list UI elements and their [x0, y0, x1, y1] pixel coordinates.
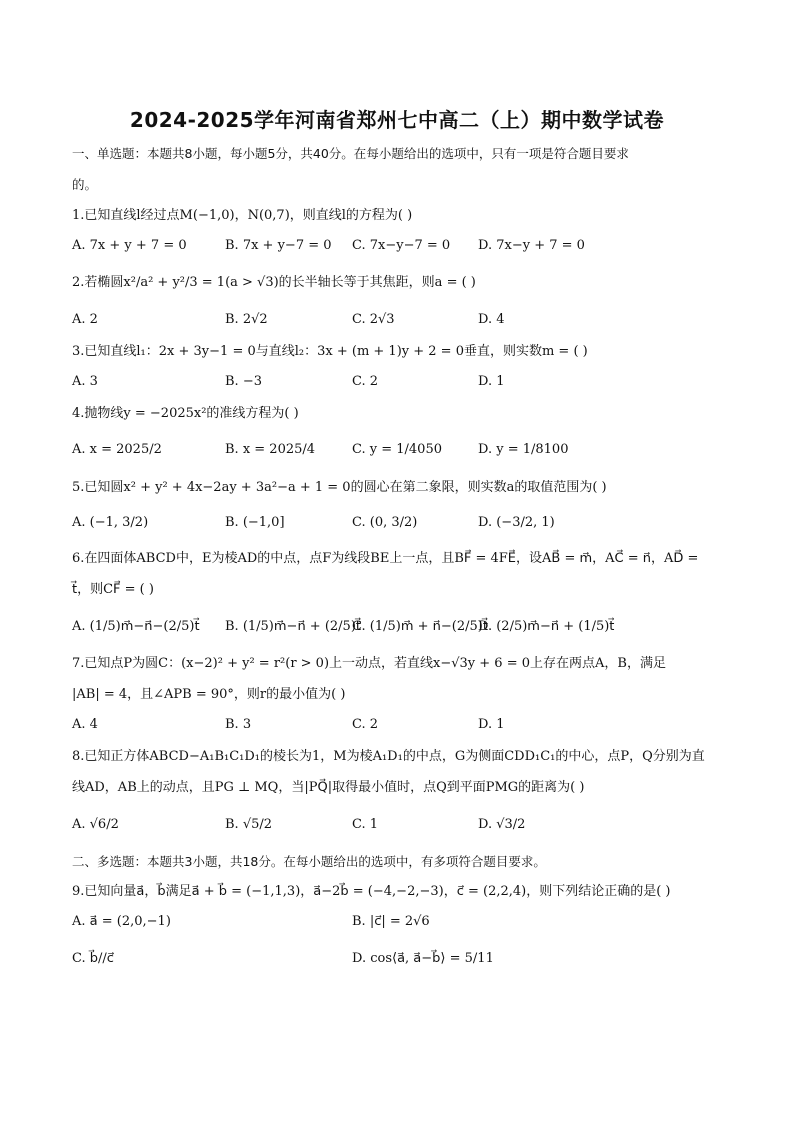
question-4-stem: 4.抛物线y = −2025x²的准线方程为( )	[72, 406, 299, 421]
question-2-stem: 2.若椭圆x²/a² + y²/3 = 1(a > √3)的长半轴长等于其焦距，则a = ( )	[72, 275, 476, 290]
question-1-option-d[interactable]: D. 7x−y + 7 = 0	[478, 238, 585, 253]
question-6-option-c[interactable]: C. (1/5)m⃗ + n⃗−(2/5)t⃗	[352, 619, 488, 634]
question-7-option-c[interactable]: C. 2	[352, 717, 379, 732]
section1-heading-cont: 的。	[72, 177, 98, 192]
question-3-option-b[interactable]: B. −3	[225, 374, 262, 389]
question-4-option-a[interactable]: A. x = 2025/2	[72, 442, 162, 457]
question-5-option-a[interactable]: A. (−1, 3/2)	[72, 515, 149, 530]
question-7-option-a[interactable]: A. 4	[72, 717, 98, 732]
question-2-option-b[interactable]: B. 2√2	[225, 312, 268, 327]
question-7-option-b[interactable]: B. 3	[225, 717, 252, 732]
question-2-option-c[interactable]: C. 2√3	[352, 312, 395, 327]
question-5-stem: 5.已知圆x² + y² + 4x−2ay + 3a²−a + 1 = 0的圆心在第二象限，则实数a的取值范围为( )	[72, 480, 607, 495]
question-8-options	[72, 817, 724, 837]
question-6-option-b[interactable]: B. (1/5)m⃗−n⃗ + (2/5)t⃗	[225, 619, 361, 634]
question-1-option-b[interactable]: B. 7x + y−7 = 0	[225, 238, 332, 253]
question-9-options-row1	[72, 914, 724, 934]
question-4-option-b[interactable]: B. x = 2025/4	[225, 442, 316, 457]
question-8-option-c[interactable]: C. 1	[352, 817, 379, 832]
question-6-options	[72, 619, 724, 639]
question-9-option-d[interactable]: D. cos⟨a⃗, a⃗−b⃗⟩ = 5/11	[352, 951, 494, 966]
question-2-option-d[interactable]: D. 4	[478, 312, 505, 327]
question-5-option-c[interactable]: C. (0, 3/2)	[352, 515, 418, 530]
question-9-option-a[interactable]: A. a⃗ = (2,0,−1)	[72, 914, 171, 929]
question-1-options	[72, 238, 724, 258]
question-1-stem: 1.已知直线l经过点M(−1,0)，N(0,7)，则直线l的方程为( )	[72, 208, 413, 223]
question-5-options	[72, 515, 724, 535]
question-7-options	[72, 717, 724, 737]
question-9-options-row2	[72, 951, 724, 971]
question-9-option-b[interactable]: B. |c⃗| = 2√6	[352, 914, 430, 929]
question-3-option-c[interactable]: C. 2	[352, 374, 379, 389]
question-9-stem: 9.已知向量a⃗，b⃗满足a⃗ + b⃗ = (−1,1,3)，a⃗−2b⃗ = (−4,−2,−3)，c⃗ = (2,2,4)，则下列结论正确的是( )	[72, 884, 671, 899]
question-8-stem: 8.已知正方体ABCD−A₁B₁C₁D₁的棱长为1，M为棱A₁D₁的中点，G为侧面CDD₁C₁的中心，点P，Q分别为直	[72, 749, 705, 764]
question-3-option-a[interactable]: A. 3	[72, 374, 98, 389]
section1-heading: 一、单选题：本题共8小题，每小题5分，共40分。在每小题给出的选项中，只有一项是符合题目要求	[72, 146, 629, 161]
question-4-option-d[interactable]: D. y = 1/8100	[478, 442, 569, 457]
question-6-option-a[interactable]: A. (1/5)m⃗−n⃗−(2/5)t⃗	[72, 619, 200, 634]
question-1-option-c[interactable]: C. 7x−y−7 = 0	[352, 238, 451, 253]
question-4-option-c[interactable]: C. y = 1/4050	[352, 442, 442, 457]
question-3-option-d[interactable]: D. 1	[478, 374, 505, 389]
question-8-option-a[interactable]: A. √6/2	[72, 817, 119, 832]
question-7-stem-cont: |AB| = 4，且∠APB = 90°，则r的最小值为( )	[72, 687, 346, 702]
question-8-option-d[interactable]: D. √3/2	[478, 817, 526, 832]
page-title: 2024-2025学年河南省郑州七中高二（上）期中数学试卷	[129, 108, 665, 132]
question-4-options	[72, 442, 724, 462]
question-2-option-a[interactable]: A. 2	[72, 312, 98, 327]
question-2-options	[72, 312, 724, 332]
question-7-stem: 7.已知点P为圆C：(x−2)² + y² = r²(r > 0)上一动点，若直线x−√3y + 6 = 0上存在两点A，B，满足	[72, 656, 666, 671]
question-7-option-d[interactable]: D. 1	[478, 717, 505, 732]
question-9-option-c[interactable]: C. b⃗//c⃗	[72, 951, 114, 966]
section2-heading: 二、多选题：本题共3小题，共18分。在每小题给出的选项中，有多项符合题目要求。	[72, 854, 546, 869]
question-8-option-b[interactable]: B. √5/2	[225, 817, 273, 832]
question-6-option-d[interactable]: D. (2/5)m⃗−n⃗ + (1/5)t⃗	[478, 619, 615, 634]
question-6-stem: 6.在四面体ABCD中，E为棱AD的中点，点F为线段BE上一点，且BF⃗ = 4FE⃗，设AB⃗ = m⃗，AC⃗ = n⃗，AD⃗ =	[72, 551, 699, 566]
question-1-option-a[interactable]: A. 7x + y + 7 = 0	[72, 238, 187, 253]
question-3-stem: 3.已知直线l₁：2x + 3y−1 = 0与直线l₂：3x + (m + 1)y + 2 = 0垂直，则实数m = ( )	[72, 344, 588, 359]
question-8-stem-cont: 线AD，AB上的动点，且PG ⊥ MQ，当|PQ⃗|取得最小值时，点Q到平面PMG的距离为( )	[72, 780, 585, 795]
question-5-option-d[interactable]: D. (−3/2, 1)	[478, 515, 555, 530]
question-3-options	[72, 374, 724, 394]
question-6-stem-cont: t⃗，则CF⃗ = ( )	[72, 582, 154, 597]
question-5-option-b[interactable]: B. (−1,0]	[225, 515, 285, 530]
